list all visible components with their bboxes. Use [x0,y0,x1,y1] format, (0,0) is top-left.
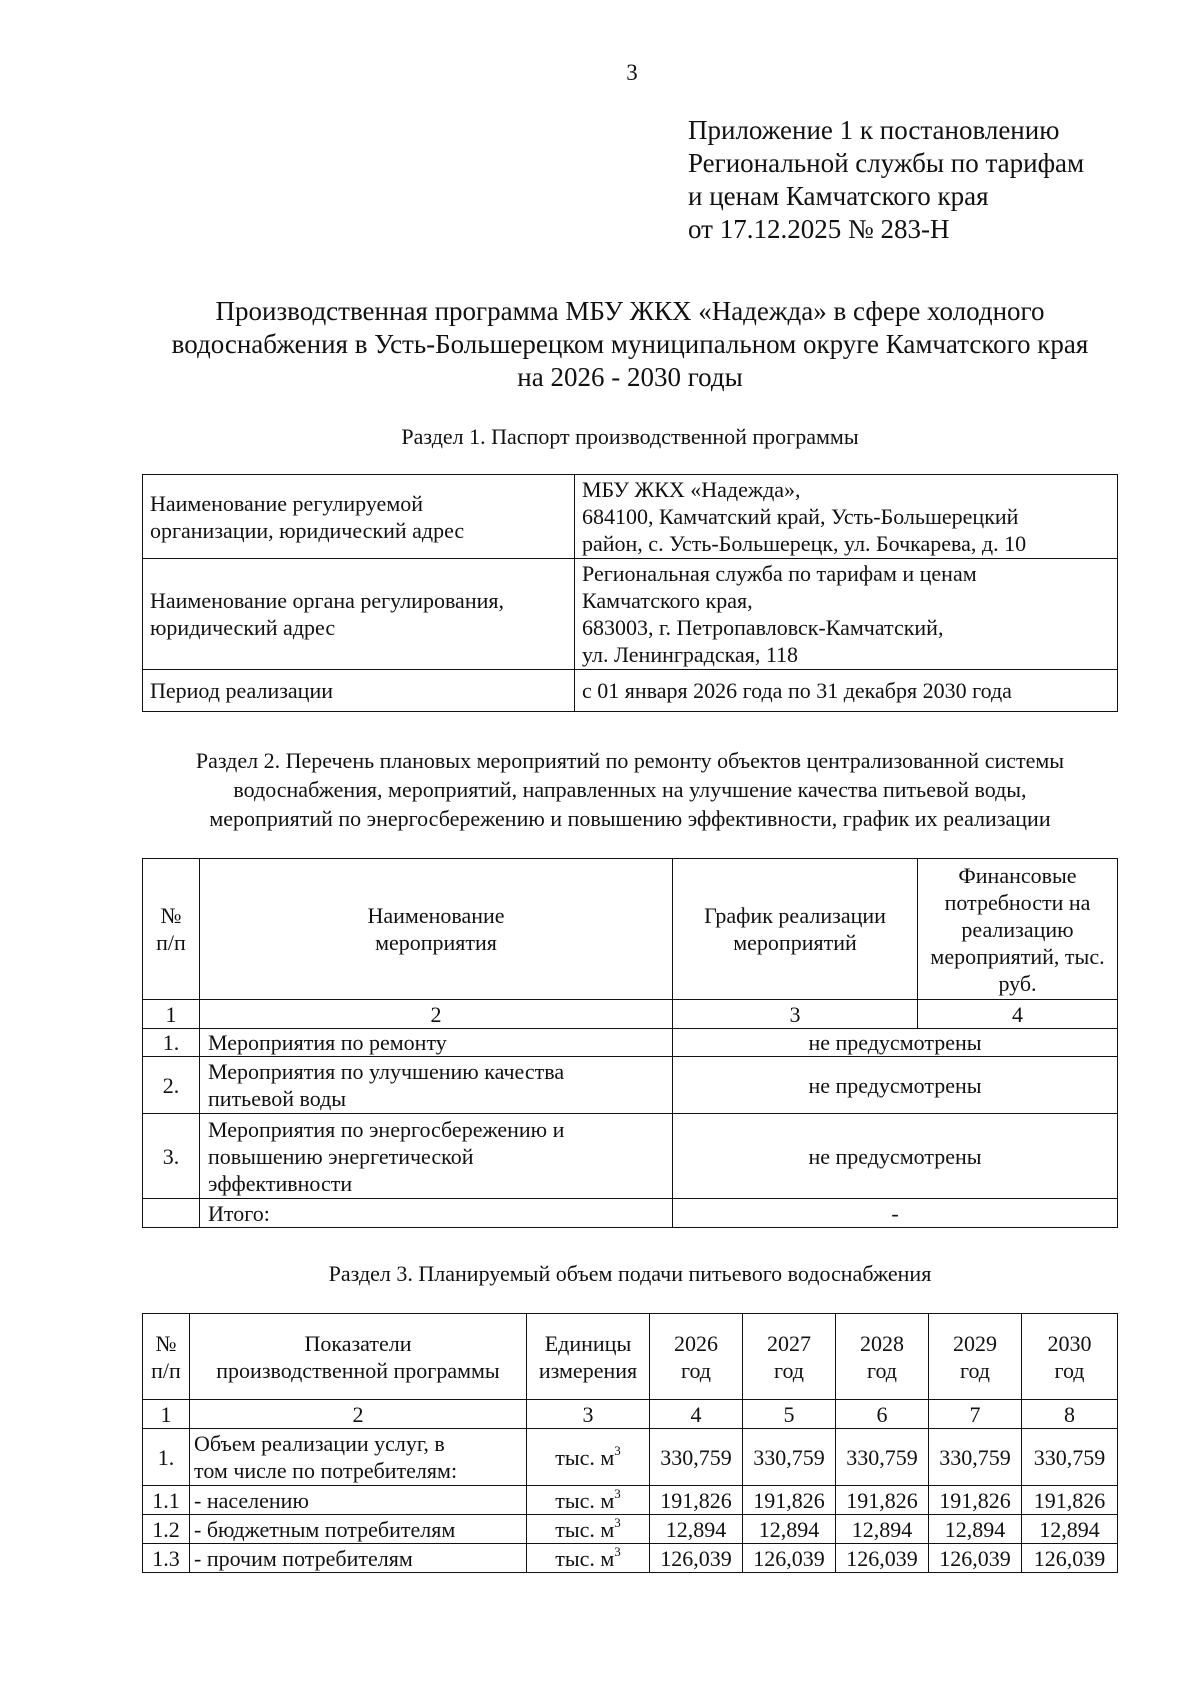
column-number: 7 [929,1400,1022,1429]
header-row [143,1314,1118,1400]
table-row [143,1486,1118,1515]
header-year: 2030 год [1022,1314,1118,1400]
header-year: 2027 год [743,1314,836,1400]
row-number: 1. [143,1429,190,1486]
row-number: 1. [143,1029,200,1057]
table-row [143,1114,1118,1199]
total-value: - [673,1199,1118,1228]
passport-value: МБУ ЖКХ «Надежда», 684100, Камчатский край, Усть-Большерецкий район, с. Усть-Большерецк, ул. Бочкарева, д. 10 [575,475,1118,559]
header-num: № п/п [143,1314,190,1400]
passport-row [143,559,1118,670]
row-number: 1.1 [143,1486,190,1515]
table-row [143,1029,1118,1057]
unit-cell: тыс. $м^3$ [527,1429,650,1486]
total-label: Итого: [200,1199,673,1228]
year-value: 191,826 [743,1486,836,1515]
header-finance: Финансовые потребности на реализацию мероприятий, тыс. руб. [918,859,1118,1000]
passport-value: Региональная служба по тарифам и ценам Камчатского края, 683003, г. Петропавловск-Камчатский, ул. Ленинградская, 118 [575,559,1118,670]
section2-heading: Раздел 2. Перечень плановых мероприятий по ремонту объектов централизованной системы водоснабжения, мероприятий, направленных на улучшение качества питьевой воды, мероприятий по энергосбережению и повышению эффективности, график их реализации [195,748,1065,831]
indicator-name: - бюджетным потребителям [190,1515,527,1544]
year-value: 12,894 [743,1515,836,1544]
column-number: 3 [673,1000,918,1029]
year-value: 191,826 [929,1486,1022,1515]
page-number: 3 [626,60,638,85]
unit-cell: тыс. $м^3$ [527,1515,650,1544]
measure-value: не предусмотрены [673,1114,1118,1199]
measure-value: не предусмотрены [673,1029,1118,1057]
passport-row [143,670,1118,712]
title-line: на 2026 - 2030 годы [517,362,743,392]
year-value: 12,894 [929,1515,1022,1544]
year-value: 330,759 [743,1429,836,1486]
table-row [143,1429,1118,1486]
appendix-line: Приложение 1 к постановлению [688,115,1060,145]
column-number: 4 [650,1400,743,1429]
passport-label: Период реализации [143,670,575,712]
measure-name: Мероприятия по улучшению качества питьевой воды [200,1057,673,1114]
table-row [143,1515,1118,1544]
title-line: Производственная программа МБУ ЖКХ «Надежда» в сфере холодного [215,296,1045,326]
header-year: 2028 год [836,1314,929,1400]
indicator-name: Объем реализации услуг, в том числе по потребителям: [190,1429,527,1486]
year-value: 330,759 [650,1429,743,1486]
measures-table [142,858,1118,1228]
year-value: 191,826 [836,1486,929,1515]
column-number: 4 [918,1000,1118,1029]
indicator-name: - населению [190,1486,527,1515]
header-name: Наименование мероприятия [200,859,673,1000]
year-value: 12,894 [1022,1515,1118,1544]
column-number: 6 [836,1400,929,1429]
year-value: 126,039 [650,1544,743,1573]
column-numbers-row [143,1400,1118,1429]
year-value: 126,039 [743,1544,836,1573]
passport-table [142,474,1118,712]
row-number: 1.2 [143,1515,190,1544]
passport-row [143,475,1118,559]
year-value: 126,039 [929,1544,1022,1573]
measure-value: не предусмотрены [673,1057,1118,1114]
header-schedule: График реализации мероприятий [673,859,918,1000]
appendix-line: и ценам Камчатского края [688,181,989,211]
year-value: 126,039 [1022,1544,1118,1573]
section1-heading: Раздел 1. Паспорт производственной программы [401,424,859,449]
table-row [143,1057,1118,1114]
passport-label: Наименование регулируемой организации, юридический адрес [143,475,575,559]
passport-label: Наименование органа регулирования, юридический адрес [143,559,575,670]
year-value: 12,894 [650,1515,743,1544]
column-number: 2 [200,1000,673,1029]
year-value: 330,759 [836,1429,929,1486]
title-line: водоснабжения в Усть-Большерецком муниципальном округе Камчатского края [171,329,1089,359]
year-value: 330,759 [1022,1429,1118,1486]
unit-cell: тыс. $м^3$ [527,1486,650,1515]
column-number: 8 [1022,1400,1118,1429]
volume-table [142,1313,1118,1573]
year-value: 12,894 [836,1515,929,1544]
year-value: 126,039 [836,1544,929,1573]
year-value: 191,826 [650,1486,743,1515]
header-num: № п/п [143,859,200,1000]
column-number: 2 [190,1400,527,1429]
header-indicator: Показатели производственной программы [190,1314,527,1400]
section3-heading: Раздел 3. Планируемый объем подачи питьевого водоснабжения [328,1261,932,1286]
year-value: 191,826 [1022,1486,1118,1515]
passport-value: с 01 января 2026 года по 31 декабря 2030 года [575,670,1118,712]
total-empty [143,1199,200,1228]
row-number: 1.3 [143,1544,190,1573]
appendix-line: Региональной службы по тарифам [688,148,1085,178]
column-number: 1 [143,1000,200,1029]
total-row [143,1199,1118,1228]
column-number: 3 [527,1400,650,1429]
appendix-line: от 17.12.2025 № 283-Н [688,214,950,244]
header-unit: Единицы измерения [527,1314,650,1400]
indicator-name: - прочим потребителям [190,1544,527,1573]
measure-name: Мероприятия по энергосбережению и повышению энергетической эффективности [200,1114,673,1199]
row-number: 3. [143,1114,200,1199]
column-number: 5 [743,1400,836,1429]
table-row [143,1544,1118,1573]
document-title [120,295,1140,394]
row-number: 2. [143,1057,200,1114]
measure-name: Мероприятия по ремонту [200,1029,673,1057]
unit-cell: тыс. $м^3$ [527,1544,650,1573]
column-numbers-row [143,1000,1118,1029]
header-row [143,859,1118,1000]
appendix-note [688,114,1084,246]
header-year: 2029 год [929,1314,1022,1400]
header-year: 2026 год [650,1314,743,1400]
column-number: 1 [143,1400,190,1429]
year-value: 330,759 [929,1429,1022,1486]
